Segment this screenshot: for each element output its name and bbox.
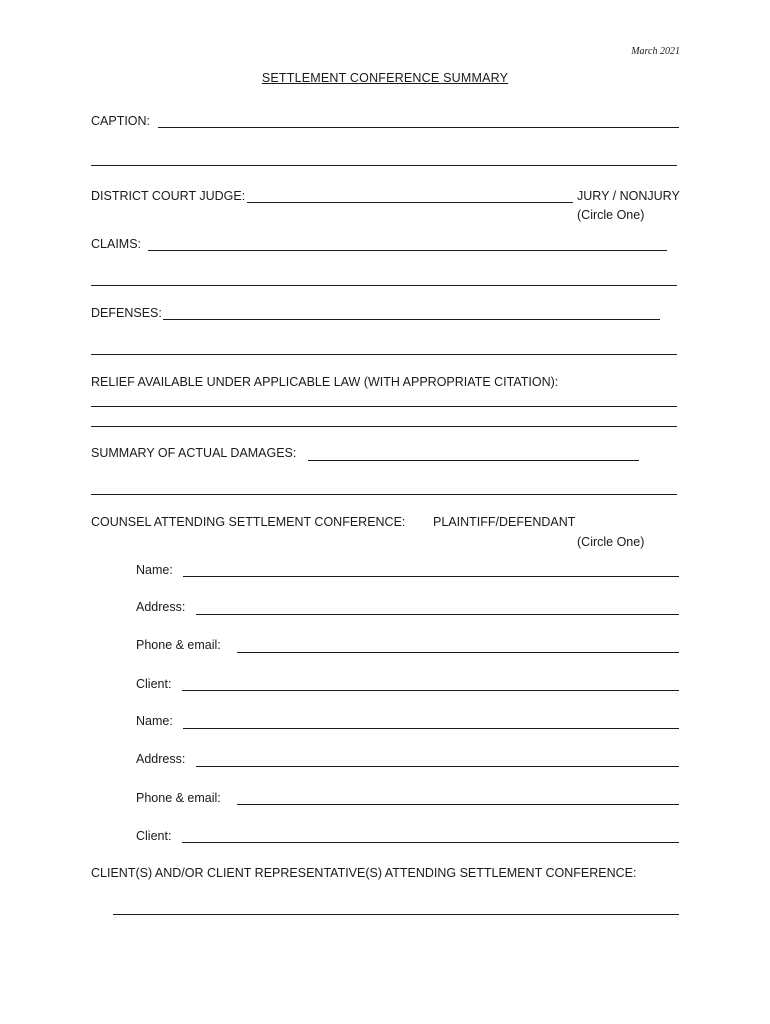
relief-label: RELIEF AVAILABLE UNDER APPLICABLE LAW (WITH APPROPRIATE CITATION): <box>91 375 559 389</box>
counsel-1-client-line[interactable] <box>182 690 679 691</box>
counsel-1-phone-label: Phone & email: <box>136 638 221 652</box>
counsel-2-phone-line[interactable] <box>237 804 679 805</box>
form-date: March 2021 <box>631 46 680 57</box>
claims-field-line-1[interactable] <box>148 250 667 251</box>
counsel-1-client-label: Client: <box>136 677 172 691</box>
form-title: SETTLEMENT CONFERENCE SUMMARY <box>261 71 509 85</box>
damages-field-line-2[interactable] <box>91 494 677 495</box>
clients-attending-label: CLIENT(S) AND/OR CLIENT REPRESENTATIVE(S) ATTENDING SETTLEMENT CONFERENCE: <box>91 866 637 880</box>
counsel-2-address-line[interactable] <box>196 766 679 767</box>
caption-field-line-2[interactable] <box>91 165 677 166</box>
counsel-1-name-label: Name: <box>136 563 173 577</box>
defenses-field-line-2[interactable] <box>91 354 677 355</box>
counsel-label: COUNSEL ATTENDING SETTLEMENT CONFERENCE: <box>91 515 406 529</box>
judge-field-line[interactable] <box>247 202 573 203</box>
counsel-2-name-label: Name: <box>136 714 173 728</box>
counsel-2-phone-label: Phone & email: <box>136 791 221 805</box>
counsel-1-name-line[interactable] <box>183 576 679 577</box>
counsel-2-address-label: Address: <box>136 752 186 766</box>
jury-nonjury-option[interactable]: JURY / NONJURY <box>577 189 680 203</box>
counsel-2-name-line[interactable] <box>183 728 679 729</box>
defenses-label: DEFENSES: <box>91 306 162 320</box>
counsel-2-client-line[interactable] <box>182 842 679 843</box>
defenses-field-line-1[interactable] <box>163 319 660 320</box>
relief-field-line-1[interactable] <box>91 406 677 407</box>
claims-field-line-2[interactable] <box>91 285 677 286</box>
plaintiff-defendant-option[interactable]: PLAINTIFF/DEFENDANT <box>433 515 576 529</box>
judge-label: DISTRICT COURT JUDGE: <box>91 189 246 203</box>
damages-field-line-1[interactable] <box>308 460 639 461</box>
damages-label: SUMMARY OF ACTUAL DAMAGES: <box>91 446 297 460</box>
counsel-1-phone-line[interactable] <box>237 652 679 653</box>
claims-label: CLAIMS: <box>91 237 142 251</box>
clients-attending-line[interactable] <box>113 914 679 915</box>
counsel-1-address-label: Address: <box>136 600 186 614</box>
caption-label: CAPTION: <box>91 114 151 128</box>
caption-field-line-1[interactable] <box>158 127 679 128</box>
jury-circle-one-note: (Circle One) <box>577 208 645 222</box>
counsel-1-address-line[interactable] <box>196 614 679 615</box>
counsel-2-client-label: Client: <box>136 829 172 843</box>
relief-field-line-2[interactable] <box>91 426 677 427</box>
party-circle-one-note: (Circle One) <box>577 535 645 549</box>
